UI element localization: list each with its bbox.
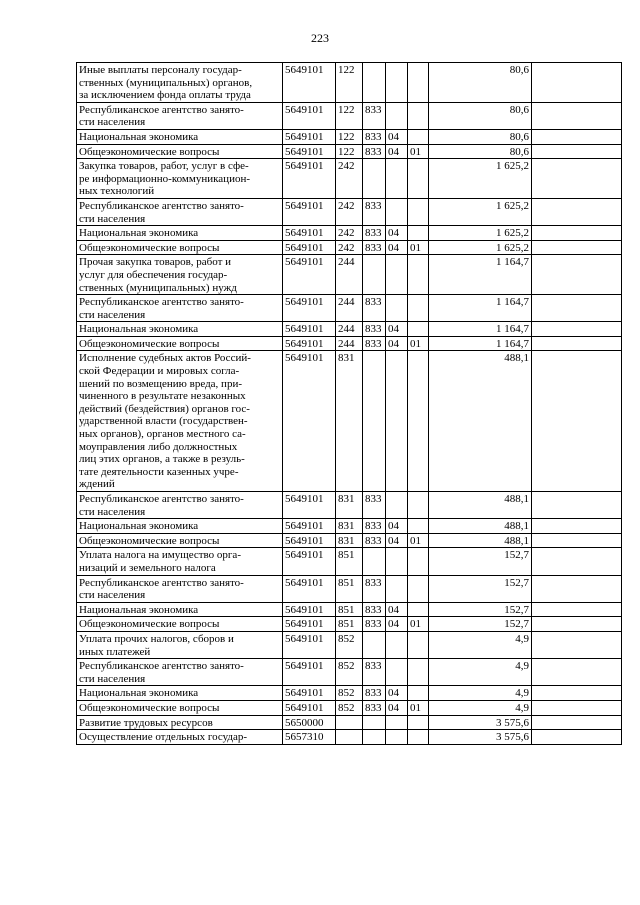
row-section: 04 bbox=[386, 602, 408, 617]
row-name: Исполнение судебных актов Россий- ской Федерации и мировых согла- шений по возмещению вреда, при- чиненного в результате незаконных действий (бездействия) органов гос- ударственной власти (государствен- ных органов), органов местного са- моуправления либо должностных лиц этих органов, а также в резуль- тате деятельности казенных учре- ждений bbox=[77, 351, 283, 492]
row-amount: 152,7 bbox=[429, 602, 532, 617]
row-ministry-code: 833 bbox=[363, 129, 386, 144]
row-section: 04 bbox=[386, 617, 408, 632]
row-expense-type: 242 bbox=[336, 198, 363, 225]
row-ministry-code: 833 bbox=[363, 102, 386, 129]
table-row bbox=[77, 295, 622, 322]
row-target-article: 5649101 bbox=[283, 255, 336, 295]
row-target-article: 5657310 bbox=[283, 730, 336, 745]
table-row bbox=[77, 255, 622, 295]
row-target-article: 5649101 bbox=[283, 548, 336, 575]
row-amount: 152,7 bbox=[429, 617, 532, 632]
row-name: Республиканское агентство занято- сти населения bbox=[77, 575, 283, 602]
row-expense-type: 122 bbox=[336, 144, 363, 159]
row-target-article: 5649101 bbox=[283, 198, 336, 225]
row-amount: 1 164,7 bbox=[429, 255, 532, 295]
table-row bbox=[77, 322, 622, 337]
row-section: 04 bbox=[386, 240, 408, 255]
budget-table-body bbox=[77, 63, 622, 745]
row-expense-type: 851 bbox=[336, 575, 363, 602]
row-subsection bbox=[408, 159, 429, 199]
row-empty-cell bbox=[532, 198, 622, 225]
row-subsection bbox=[408, 198, 429, 225]
row-empty-cell bbox=[532, 102, 622, 129]
row-name: Иные выплаты персоналу государ- ственных (муниципальных) органов, за исключением фонда оплаты труда bbox=[77, 63, 283, 103]
row-empty-cell bbox=[532, 700, 622, 715]
row-ministry-code: 833 bbox=[363, 295, 386, 322]
row-amount: 488,1 bbox=[429, 351, 532, 492]
row-ministry-code: 833 bbox=[363, 617, 386, 632]
row-amount: 80,6 bbox=[429, 102, 532, 129]
table-row bbox=[77, 730, 622, 745]
row-expense-type: 831 bbox=[336, 492, 363, 519]
row-ministry-code: 833 bbox=[363, 519, 386, 534]
row-empty-cell bbox=[532, 575, 622, 602]
row-name: Национальная экономика bbox=[77, 129, 283, 144]
row-section bbox=[386, 548, 408, 575]
table-row bbox=[77, 129, 622, 144]
row-subsection: 01 bbox=[408, 240, 429, 255]
table-row bbox=[77, 351, 622, 492]
row-section: 04 bbox=[386, 700, 408, 715]
row-name: Национальная экономика bbox=[77, 519, 283, 534]
row-expense-type: 852 bbox=[336, 700, 363, 715]
row-empty-cell bbox=[532, 548, 622, 575]
row-amount: 1 625,2 bbox=[429, 198, 532, 225]
row-section: 04 bbox=[386, 322, 408, 337]
row-amount: 152,7 bbox=[429, 548, 532, 575]
row-section bbox=[386, 255, 408, 295]
row-section bbox=[386, 715, 408, 730]
row-subsection bbox=[408, 63, 429, 103]
row-target-article: 5649101 bbox=[283, 159, 336, 199]
row-amount: 152,7 bbox=[429, 575, 532, 602]
row-target-article: 5649101 bbox=[283, 659, 336, 686]
row-target-article: 5649101 bbox=[283, 519, 336, 534]
row-expense-type: 852 bbox=[336, 659, 363, 686]
row-ministry-code: 833 bbox=[363, 226, 386, 241]
row-section: 04 bbox=[386, 686, 408, 701]
row-section bbox=[386, 102, 408, 129]
row-empty-cell bbox=[532, 617, 622, 632]
row-target-article: 5649101 bbox=[283, 240, 336, 255]
row-empty-cell bbox=[532, 715, 622, 730]
row-amount: 80,6 bbox=[429, 63, 532, 103]
row-expense-type: 122 bbox=[336, 63, 363, 103]
row-section: 04 bbox=[386, 226, 408, 241]
row-name: Закупка товаров, работ, услуг в сфе- ре информационно-коммуникацион- ных технологий bbox=[77, 159, 283, 199]
row-target-article: 5649101 bbox=[283, 226, 336, 241]
row-subsection bbox=[408, 730, 429, 745]
row-section bbox=[386, 575, 408, 602]
row-target-article: 5649101 bbox=[283, 351, 336, 492]
row-amount: 488,1 bbox=[429, 492, 532, 519]
row-ministry-code: 833 bbox=[363, 198, 386, 225]
row-section bbox=[386, 198, 408, 225]
row-ministry-code: 833 bbox=[363, 686, 386, 701]
row-empty-cell bbox=[532, 255, 622, 295]
row-target-article: 5649101 bbox=[283, 63, 336, 103]
row-subsection: 01 bbox=[408, 336, 429, 351]
row-empty-cell bbox=[532, 336, 622, 351]
table-row bbox=[77, 102, 622, 129]
row-section bbox=[386, 351, 408, 492]
table-row bbox=[77, 63, 622, 103]
row-section bbox=[386, 631, 408, 658]
row-target-article: 5649101 bbox=[283, 617, 336, 632]
row-expense-type: 852 bbox=[336, 686, 363, 701]
row-subsection: 01 bbox=[408, 144, 429, 159]
row-section bbox=[386, 730, 408, 745]
row-ministry-code bbox=[363, 159, 386, 199]
table-row bbox=[77, 533, 622, 548]
row-section: 04 bbox=[386, 336, 408, 351]
table-row bbox=[77, 631, 622, 658]
row-subsection bbox=[408, 602, 429, 617]
row-expense-type: 851 bbox=[336, 602, 363, 617]
row-target-article: 5649101 bbox=[283, 602, 336, 617]
table-row bbox=[77, 226, 622, 241]
row-amount: 80,6 bbox=[429, 144, 532, 159]
row-expense-type: 244 bbox=[336, 322, 363, 337]
table-row bbox=[77, 715, 622, 730]
row-empty-cell bbox=[532, 63, 622, 103]
row-target-article: 5650000 bbox=[283, 715, 336, 730]
row-empty-cell bbox=[532, 730, 622, 745]
row-amount: 3 575,6 bbox=[429, 715, 532, 730]
row-name: Уплата налога на имущество орга- низаций и земельного налога bbox=[77, 548, 283, 575]
row-amount: 1 164,7 bbox=[429, 336, 532, 351]
row-expense-type: 851 bbox=[336, 548, 363, 575]
row-section bbox=[386, 159, 408, 199]
row-empty-cell bbox=[532, 240, 622, 255]
row-expense-type: 242 bbox=[336, 226, 363, 241]
row-subsection: 01 bbox=[408, 700, 429, 715]
row-target-article: 5649101 bbox=[283, 322, 336, 337]
row-subsection bbox=[408, 295, 429, 322]
row-amount: 1 625,2 bbox=[429, 159, 532, 199]
row-name: Уплата прочих налогов, сборов и иных платежей bbox=[77, 631, 283, 658]
row-amount: 1 164,7 bbox=[429, 295, 532, 322]
row-target-article: 5649101 bbox=[283, 144, 336, 159]
table-row bbox=[77, 519, 622, 534]
row-empty-cell bbox=[532, 686, 622, 701]
row-ministry-code bbox=[363, 631, 386, 658]
row-subsection bbox=[408, 631, 429, 658]
row-subsection: 01 bbox=[408, 617, 429, 632]
row-empty-cell bbox=[532, 144, 622, 159]
row-ministry-code: 833 bbox=[363, 240, 386, 255]
row-section bbox=[386, 295, 408, 322]
row-amount: 488,1 bbox=[429, 533, 532, 548]
row-amount: 3 575,6 bbox=[429, 730, 532, 745]
row-name: Национальная экономика bbox=[77, 686, 283, 701]
table-row bbox=[77, 144, 622, 159]
row-empty-cell bbox=[532, 322, 622, 337]
row-name: Национальная экономика bbox=[77, 602, 283, 617]
row-expense-type bbox=[336, 730, 363, 745]
table-row bbox=[77, 336, 622, 351]
row-target-article: 5649101 bbox=[283, 686, 336, 701]
row-target-article: 5649101 bbox=[283, 295, 336, 322]
row-empty-cell bbox=[532, 631, 622, 658]
row-amount: 1 625,2 bbox=[429, 226, 532, 241]
row-ministry-code: 833 bbox=[363, 322, 386, 337]
row-empty-cell bbox=[532, 533, 622, 548]
row-empty-cell bbox=[532, 519, 622, 534]
row-subsection bbox=[408, 102, 429, 129]
row-target-article: 5649101 bbox=[283, 700, 336, 715]
row-target-article: 5649101 bbox=[283, 102, 336, 129]
row-expense-type: 242 bbox=[336, 159, 363, 199]
table-row bbox=[77, 548, 622, 575]
row-empty-cell bbox=[532, 159, 622, 199]
row-empty-cell bbox=[532, 659, 622, 686]
row-subsection bbox=[408, 129, 429, 144]
table-row bbox=[77, 240, 622, 255]
row-expense-type: 851 bbox=[336, 617, 363, 632]
row-section: 04 bbox=[386, 129, 408, 144]
row-name: Республиканское агентство занято- сти населения bbox=[77, 102, 283, 129]
table-row bbox=[77, 700, 622, 715]
row-empty-cell bbox=[532, 492, 622, 519]
row-name: Общеэкономические вопросы bbox=[77, 144, 283, 159]
row-name: Общеэкономические вопросы bbox=[77, 533, 283, 548]
row-subsection bbox=[408, 715, 429, 730]
row-expense-type bbox=[336, 715, 363, 730]
row-subsection bbox=[408, 492, 429, 519]
row-ministry-code: 833 bbox=[363, 533, 386, 548]
row-expense-type: 244 bbox=[336, 255, 363, 295]
row-amount: 80,6 bbox=[429, 129, 532, 144]
row-target-article: 5649101 bbox=[283, 631, 336, 658]
page-number: 223 bbox=[311, 31, 329, 45]
table-row bbox=[77, 575, 622, 602]
row-name: Республиканское агентство занято- сти населения bbox=[77, 659, 283, 686]
row-empty-cell bbox=[532, 295, 622, 322]
row-expense-type: 831 bbox=[336, 519, 363, 534]
row-section: 04 bbox=[386, 519, 408, 534]
row-name: Прочая закупка товаров, работ и услуг для обеспечения государ- ственных (муниципальных) нужд bbox=[77, 255, 283, 295]
row-name: Общеэкономические вопросы bbox=[77, 336, 283, 351]
row-name: Национальная экономика bbox=[77, 226, 283, 241]
row-name: Республиканское агентство занято- сти населения bbox=[77, 295, 283, 322]
row-name: Общеэкономические вопросы bbox=[77, 240, 283, 255]
table-row bbox=[77, 659, 622, 686]
row-amount: 488,1 bbox=[429, 519, 532, 534]
row-expense-type: 244 bbox=[336, 336, 363, 351]
row-section bbox=[386, 659, 408, 686]
row-name: Республиканское агентство занято- сти населения bbox=[77, 492, 283, 519]
row-ministry-code: 833 bbox=[363, 144, 386, 159]
row-name: Республиканское агентство занято- сти населения bbox=[77, 198, 283, 225]
row-expense-type: 242 bbox=[336, 240, 363, 255]
row-expense-type: 122 bbox=[336, 129, 363, 144]
table-row bbox=[77, 602, 622, 617]
row-section: 04 bbox=[386, 533, 408, 548]
row-subsection bbox=[408, 548, 429, 575]
row-name: Осуществление отдельных государ- bbox=[77, 730, 283, 745]
row-empty-cell bbox=[532, 351, 622, 492]
row-subsection bbox=[408, 575, 429, 602]
row-ministry-code bbox=[363, 255, 386, 295]
row-subsection bbox=[408, 351, 429, 492]
row-ministry-code bbox=[363, 730, 386, 745]
row-section bbox=[386, 63, 408, 103]
row-subsection bbox=[408, 686, 429, 701]
row-empty-cell bbox=[532, 602, 622, 617]
row-amount: 4,9 bbox=[429, 659, 532, 686]
row-ministry-code bbox=[363, 548, 386, 575]
row-name: Национальная экономика bbox=[77, 322, 283, 337]
table-row bbox=[77, 492, 622, 519]
row-expense-type: 244 bbox=[336, 295, 363, 322]
row-ministry-code: 833 bbox=[363, 575, 386, 602]
row-ministry-code: 833 bbox=[363, 700, 386, 715]
table-row bbox=[77, 198, 622, 225]
row-target-article: 5649101 bbox=[283, 129, 336, 144]
row-amount: 4,9 bbox=[429, 686, 532, 701]
row-expense-type: 831 bbox=[336, 351, 363, 492]
table-row bbox=[77, 159, 622, 199]
row-section bbox=[386, 492, 408, 519]
row-target-article: 5649101 bbox=[283, 336, 336, 351]
row-empty-cell bbox=[532, 129, 622, 144]
row-subsection bbox=[408, 659, 429, 686]
row-name: Развитие трудовых ресурсов bbox=[77, 715, 283, 730]
row-target-article: 5649101 bbox=[283, 533, 336, 548]
row-subsection bbox=[408, 519, 429, 534]
row-amount: 4,9 bbox=[429, 700, 532, 715]
row-name: Общеэкономические вопросы bbox=[77, 700, 283, 715]
row-ministry-code: 833 bbox=[363, 492, 386, 519]
row-section: 04 bbox=[386, 144, 408, 159]
table-row bbox=[77, 686, 622, 701]
row-expense-type: 852 bbox=[336, 631, 363, 658]
row-amount: 4,9 bbox=[429, 631, 532, 658]
row-target-article: 5649101 bbox=[283, 575, 336, 602]
row-ministry-code bbox=[363, 351, 386, 492]
row-subsection bbox=[408, 322, 429, 337]
row-subsection bbox=[408, 226, 429, 241]
row-subsection: 01 bbox=[408, 533, 429, 548]
row-ministry-code: 833 bbox=[363, 659, 386, 686]
row-ministry-code: 833 bbox=[363, 336, 386, 351]
row-empty-cell bbox=[532, 226, 622, 241]
table-row bbox=[77, 617, 622, 632]
row-name: Общеэкономические вопросы bbox=[77, 617, 283, 632]
row-ministry-code bbox=[363, 63, 386, 103]
budget-table bbox=[76, 62, 622, 745]
row-ministry-code bbox=[363, 715, 386, 730]
row-ministry-code: 833 bbox=[363, 602, 386, 617]
row-amount: 1 164,7 bbox=[429, 322, 532, 337]
row-expense-type: 122 bbox=[336, 102, 363, 129]
row-target-article: 5649101 bbox=[283, 492, 336, 519]
row-subsection bbox=[408, 255, 429, 295]
row-expense-type: 831 bbox=[336, 533, 363, 548]
row-amount: 1 625,2 bbox=[429, 240, 532, 255]
